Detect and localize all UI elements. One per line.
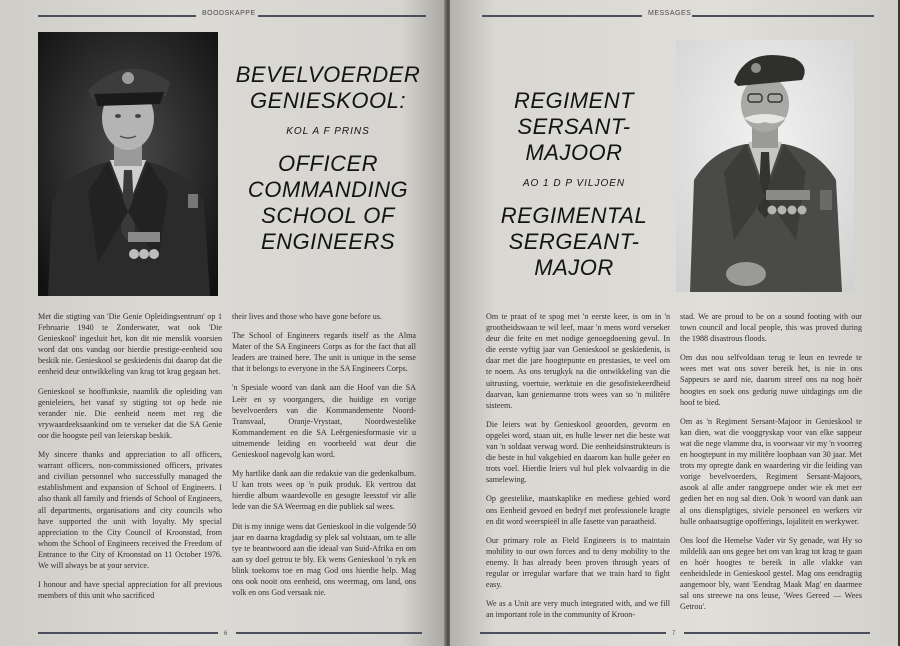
paragraph: Op geestelike, maatskaplike en mediese gebied word ons Eenheid gevoed en bedryf met professionele kragte en dit word weerspieël in alle fasette van paraatheid. <box>486 494 670 526</box>
paragraph: Om dus nou selfvoldaan terug te leun en tevrede te wees met wat ons sover bereik het, is nie in ons Sappeurs se aard nie, daarom streef ons na nog hoër hoogtes en soek ons gedurig nuwe uitdagings om die hoof te bied. <box>680 353 862 407</box>
right-page-number: 7 <box>672 631 676 637</box>
commanding-officer-portrait <box>38 32 218 296</box>
title-english-rsm: REGIMENTAL SERGEANT-MAJOR <box>500 203 648 280</box>
header-rule-right <box>692 15 874 17</box>
sergeant-major-portrait <box>676 40 854 292</box>
right-page <box>450 0 898 646</box>
paragraph: Met die stigting van 'Die Genie Opleidingsentrum' op 1 Februarie 1940 te Zonderwater, wat ook 'Die Genieskool' ingesluit het, kon dit nie menslik voorsien word dat ons vandag oor hierdie prestige-eenheid sou beskik nie. Genieskool se geskiedenis dui daarop dat die eenheid deur ontwikkeling van krag tot krag gegaan het. <box>38 312 222 377</box>
title-afrikaans-rsm: REGIMENT SERSANT-MAJOOR <box>513 88 635 165</box>
paragraph: Die leiers wat by Genieskool geoorden, gevorm en opgelei word, staan uit, en hulle lewer net die beste wat van 'n soldaat verwag word. Die eenheidsinstrukteurs is die beste in hul vakgebied en daarom kan hulle geëer en trots voel. Hierdie leiers vul hul plek volvaardig in die samelewing. <box>486 419 670 485</box>
right-column-2 <box>680 311 862 620</box>
paragraph: Ons loof die Hemelse Vader vir Sy genade, wat Hy so mildelik aan ons gegee het om van krag tot krag te gaan en hoër hoogtes te bereik in alle vlakke van eenheidslede in Genieskool gestel. Mag ons eendragtig aangemoor bly, want 'Eendrag Maak Mag' en daarmee sal ons streewe na ons leuse, 'Wees Gereed — Wees Getrou'. <box>680 535 862 612</box>
paragraph: My hartlike dank aan die redaksie van die gedenkalbum. U kan trots wees op 'n puik produk. Ek vertrou dat hierdie album waardevolle en gesogte leesstof vir alle lede van die SA Weermag en die publiek sal wees. <box>232 469 416 512</box>
left-column-1 <box>38 311 222 609</box>
left-page <box>0 0 446 646</box>
left-page-header: BOODSKAPPE <box>202 10 256 17</box>
right-page-header: MESSAGES <box>648 10 692 17</box>
paragraph: Dit is my innige wens dat Genieskool in die volgende 50 jaar en daarna kragdadig sy plek sal volstaan, om te alle tye te beantwoord aan die ideaal van Suid-Afrika en om aan sy doel getrou te bly. Ek wens Genieskool 'n ryk en blink toekoms toe en mag God ons hierdie help. Mag ons ook nooit ons eenheid, ons weermag, ons land, ons volk en ons God versaak nie. <box>232 521 416 598</box>
paragraph: Our primary role as Field Engineers is to maintain mobility to our own forces and to deny mobility to the enemy. It has already been proven through years of regular or irregular warfare that we train hard to fight easy. <box>486 535 670 590</box>
paragraph: Om as 'n Regiment Sersant-Majoor in Genieskool te kan dien, wat die vooggryskap voor van elke sappeur wat die nege vlamme dra, is voorwaar vir my 'n voorreg en hoogtepunt in my militêre loopbaan van 30 jaar. Met trots my opregte dank en waardering vir die leiding van vorige bevelvoerders, Regiment Sersant-Majoors, asook al alle ander ranggroepe onder wie ek met eer gedien het en nog sal dien. Ook 'n woord van dank aan al ons diensplgtiges, siviele personeel en werkers vir hulle onbaatsugtige opofferings, lojaliteit en werkywer. <box>680 416 862 526</box>
paragraph: Genieskool se hooffunksie, naamlik die opleiding van genieleiers, het vanaf sy stigting tot op hede nie verander nie. Die eenheid neem met reg die vrywaardeeksaankind om te verseker dat die SA Genie oor die hoogste peil van leierskap beskik. <box>38 386 222 440</box>
paragraph: Om te praat of te spog met 'n eerste keer, is om in 'n grootheidswaan te wil leef, maar 'n mens word verseker deur die feite en met nodige genoegdoening gevul. In die eerste vyftig jaar van Genieskool se geskiedenis, is daar met die jare hoogtepunte en prestasies, te veel om te noem. As ons terugkyk na die ontwikkeling van die uitrusting, voertuie, werktuie en die gesofistekeerdheid daarvan, kan geniemanne trots wees van so 'n militêre sisteem. <box>486 312 670 410</box>
paragraph: I honour and have special appreciation for all previous members of this unit who sacrificed <box>38 580 222 601</box>
title-english-officer: OFFICER COMMANDING SCHOOL OF ENGINEERS <box>247 151 409 254</box>
left-title-block <box>228 62 428 255</box>
footer-rule-left-2 <box>236 632 422 634</box>
header-rule-left <box>482 15 642 17</box>
officer-name: KOL A F PRINS <box>286 126 370 137</box>
footer-rule-right-2 <box>684 632 870 634</box>
header-rule-left <box>38 15 196 17</box>
footer-rule-left <box>38 632 218 634</box>
rsm-photo-drawing <box>676 40 854 292</box>
paragraph: The School of Engineers regards itself as the Alma Mater of the SA Engineers Corps as for the fact that all leaders are trained here. The unit is unique in the sense that it belongs to everyone in the SA Engineers Corps. <box>232 331 416 374</box>
paragraph: stad. We are proud to be on a sound footing with our town council and local people, this was proved during the 1988 disastrous floods. <box>680 312 862 344</box>
header-rule-right <box>258 15 426 17</box>
right-column-1 <box>486 311 670 628</box>
footer-rule-right <box>480 632 666 634</box>
right-title-block <box>472 88 676 281</box>
paragraph: 'n Spesiale woord van dank aan die Hoof van die SA Leër en sy voorgangers, die huidige en vorige bevelvoerders van die Kommandemente Noord-Transvaal, Oranje-Vrystaat, Noordwestelike Kommandement en die SA Leërgeniesformasie vir u uitnemende leiding en voorbeeld wat deur die Genieskool nagevolg kan word. <box>232 383 416 460</box>
paragraph: their lives and those who have gone before us. <box>232 312 382 321</box>
paragraph: My sincere thanks and appreciation to all officers, warrant officers, non-commissioned officers, privates and civilian personnel who successfully managed the establishment and expansion of School of Engineers. I also thank all family and friends of School of Engineers, all departments, organisations and city councils who have supported the unit with loyalty. My special appreciation to the City Council of Kroonstad, from whom the School of Engineers received the Freedom of Entrance to the City of Kroonstad on 11 October 1976. We will always be at your service. <box>38 450 222 570</box>
rsm-name: AO 1 D P VILJOEN <box>522 178 626 189</box>
left-column-2 <box>232 311 416 606</box>
title-afrikaans-officer: BEVELVOERDER GENIESKOOL: <box>235 62 421 113</box>
officer-photo-drawing <box>38 32 218 296</box>
left-page-number: 6 <box>224 631 228 637</box>
paragraph: We as a Unit are very much integrated with, and we fill an important role in the community of Kroon- <box>486 599 670 620</box>
